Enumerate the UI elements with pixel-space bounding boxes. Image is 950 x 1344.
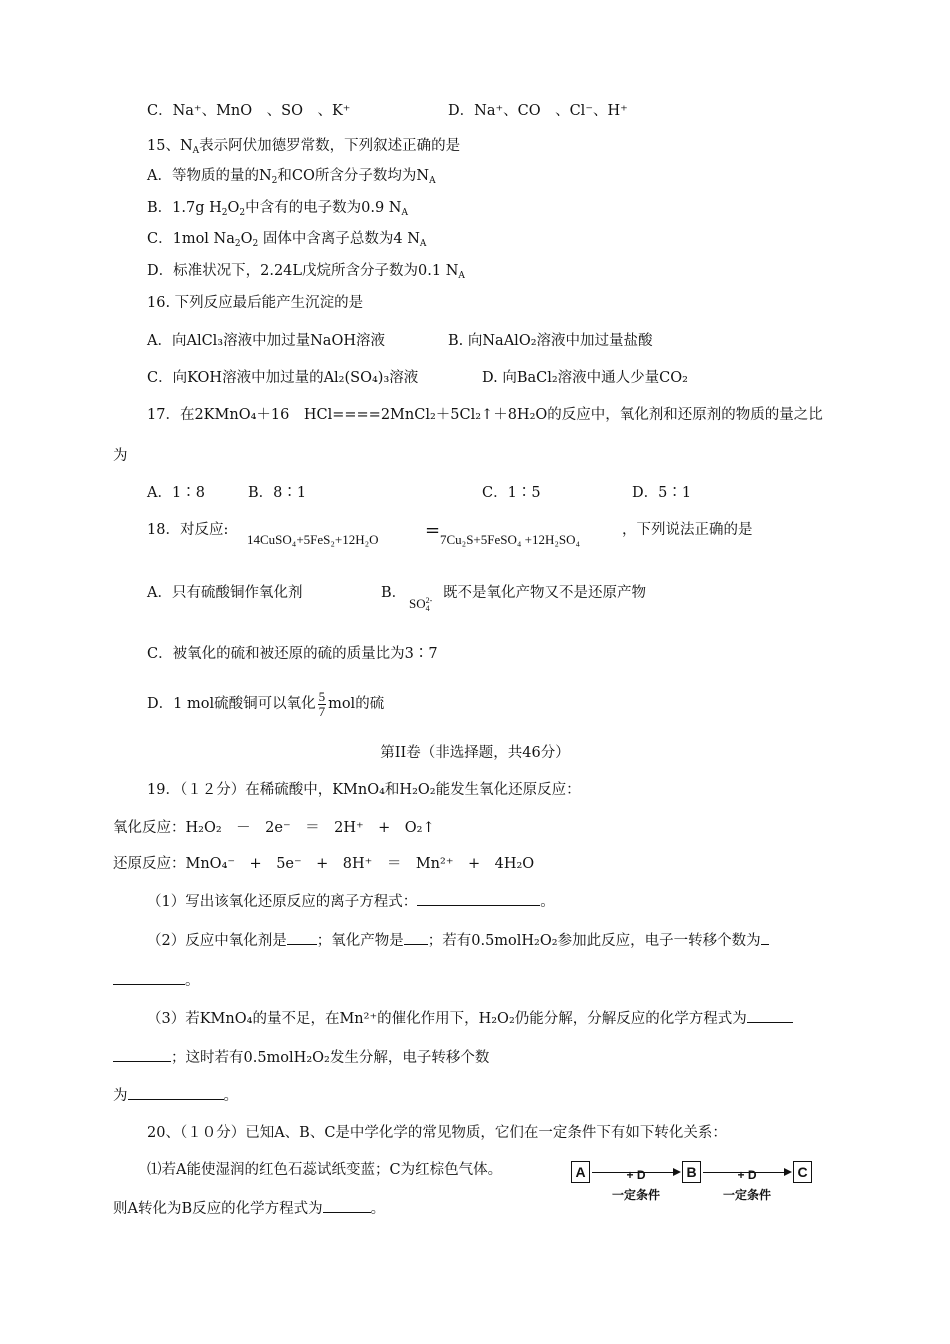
arrow-1: + D 一定条件 [590,1153,682,1193]
q15-option-a: A．等物质的量的$N_2$和CO所含分子数均为$N_A$ [147,168,436,186]
q20-part-1: ⑴若A能使湿润的红色石蕊试纸变蓝；C为红棕色气体。 [147,1162,503,1178]
q19-part-1: （1）写出该氧化还原反应的离子方程式： 。 [147,891,555,912]
section-2-title: 第II卷（非选择题，共46分） [380,745,570,761]
q14-option-c: C．Na⁺、MnO 、SO 、K⁺ [147,103,351,119]
q20-conversion-diagram [571,1153,812,1202]
q19-part-3: （3）若KMnO₄的量不足，在Mn²⁺的催化作用下，H₂O₂仍能分解，分解反应的化学方程式为 [147,1008,793,1029]
q18-stem-rest: ，下列说法正确的是 [622,522,753,538]
q18-option-a: A．只有硫酸铜作氧化剂 [147,585,303,601]
q18-option-b-text: 既不是氧化产物又不是还原产物 [443,585,646,601]
node-c: C [793,1161,812,1183]
q18-option-c: C．被氧化的硫和被还原的硫的质量比为3∶7 [147,646,438,662]
q17-option-d: D．5∶1 [632,485,692,501]
q19-reduction: 还原反应：MnO₄⁻ + 5e⁻ + 8H⁺ ＝ Mn²⁺ + 4H₂O [113,856,535,872]
q20-stem: 20、（１０分）已知A、B、C是中学化学的常见物质，它们在一定条件下有如下转化关系： [147,1125,727,1141]
q18-equation-equals: = [425,520,441,541]
q17-option-a: A．1∶8 [147,485,205,501]
q19-p3-blank-1[interactable] [747,1008,793,1023]
q19-p2-blank-3b[interactable] [113,970,185,985]
q19-p2-blank-1[interactable] [287,930,317,945]
node-b: B [682,1161,701,1183]
q18-fraction: $\frac{5}{7}$ [318,688,326,719]
q15-option-b: B．1.7g $H_2O_2$中含有的电子数为0.9 $N_A$ [147,200,408,218]
q16-stem: 16. 下列反应最后能产生沉淀的是 [147,295,364,311]
q16-option-d: D. 向BaCl₂溶液中通人少量CO₂ [482,370,688,386]
q18-option-b-label: B． [381,585,407,601]
q16-option-c: C．向KOH溶液中加过量的Al₂(SO₄)₃溶液 [147,370,419,386]
q18-equation-left: 14CuSO₄+5FeS₂+12H₂O [247,532,379,547]
q19-p3-blank-2[interactable] [128,1085,224,1100]
q17-stem: 17．在2KMnO₄＋16 HCl====2MnCl₂＋5Cl₂↑＋8H₂O的反应中，氧化剂和还原剂的物质的量之比 [147,407,823,423]
q17-option-c: C．1∶5 [482,485,541,501]
q16-option-b: B. 向NaAlO₂溶液中加过量盐酸 [448,333,653,349]
q15-option-d: D．标准状况下，2.24L戊烷所含分子数为0.1 $N_A$ [147,263,465,281]
q19-p3-blank-1b[interactable] [113,1047,171,1062]
q19-p1-blank[interactable] [417,891,540,906]
q19-part-3-cont: ；这时若有0.5molH₂O₂发生分解，电子转移个数 [113,1047,489,1068]
q18-option-d: D．1 mol硫酸铜可以氧化 $\frac{5}{7}$ mol的硫 [147,688,385,719]
q17-option-b: B．8∶1 [248,485,307,501]
q19-part-3-end: 为 。 [113,1085,238,1106]
arrow-2: + D 一定条件 [701,1153,793,1193]
q16-option-a: A．向AlCl₃溶液中加过量NaOH溶液 [147,333,385,349]
q19-part-2-cont: 。 [113,970,200,991]
node-a: A [571,1161,590,1183]
q18-stem: 18．对反应: [147,522,229,538]
q14-option-d: D．Na⁺、CO 、Cl⁻、H⁺ [448,103,628,119]
q15-option-c: C．1mol $Na_2O_2$ 固体中含离子总数为4 $N_A$ [147,231,427,249]
q20-part-1-cont: 则A转化为B反应的化学方程式为 。 [113,1198,385,1219]
q19-oxidation: 氧化反应：H₂O₂ － 2e⁻ ＝ 2H⁺ + O₂↑ [113,820,435,836]
q20-p1-blank[interactable] [323,1198,371,1213]
q15-stem: 15、$N_A$表示阿伏加德罗常数，下列叙述正确的是 [147,138,461,156]
q19-p2-blank-2[interactable] [404,930,428,945]
q19-part-2: （2）反应中氧化剂是 ；氧化产物是 ；若有0.5molH₂O₂参加此反应，电子一转移个数为 [147,930,769,951]
q19-stem: 19．（１２分）在稀硫酸中，KMnO₄和H₂O₂能发生氧化还原反应： [147,782,581,798]
q19-p2-blank-3[interactable] [761,930,769,945]
q17-stem-continued: 为 [113,448,128,464]
q18-equation-right: 7Cu₂S+5FeSO₄ +12H₂SO₄ [440,532,581,547]
q18-option-b-ion: SO 2- 4 [409,596,433,614]
